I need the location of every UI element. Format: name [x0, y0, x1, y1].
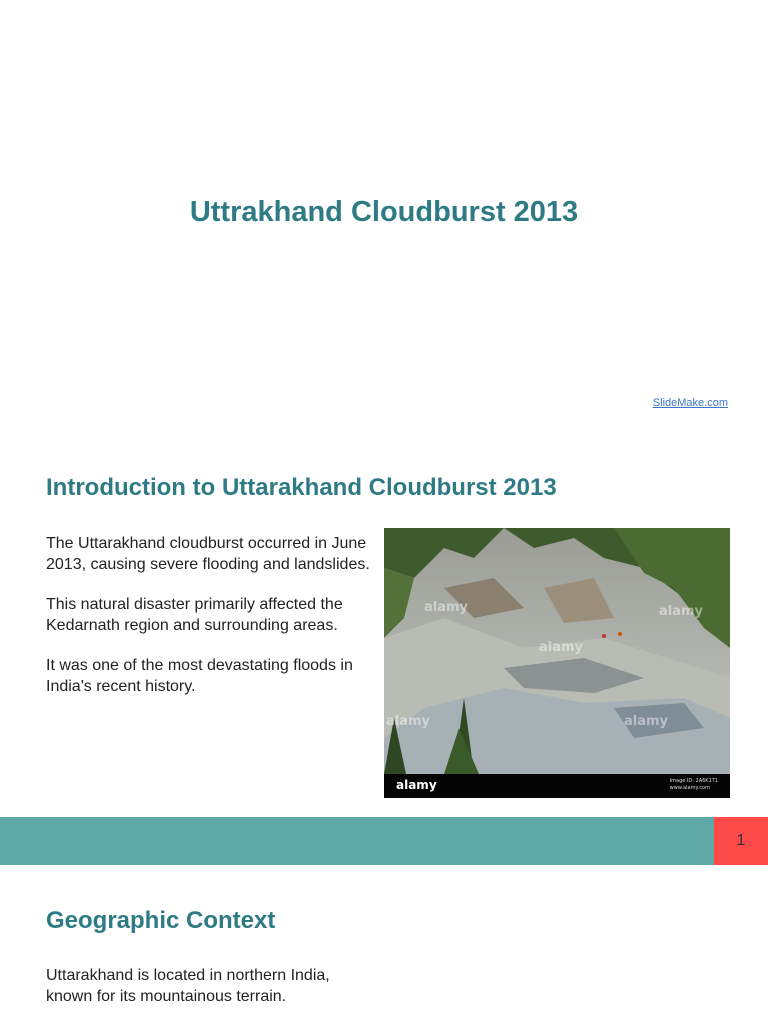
photo-meta [670, 778, 718, 792]
photo-credit-bar [384, 774, 730, 798]
watermark-text: alamy [659, 604, 704, 619]
landslide-photo [384, 528, 730, 798]
geo-paragraph: Uttarakhand is located in northern India, known for its mountainous terrain. [46, 967, 330, 1005]
page-title: Uttrakhand Cloudburst 2013 [189, 196, 579, 228]
geo-heading: Geographic Context [46, 907, 276, 934]
watermark-text: alamy [624, 714, 669, 729]
intro-paragraph: It was one of the most devastating floods in India's recent history. [46, 657, 353, 695]
intro-paragraph: This natural disaster primarily affected the Kedarnath region and surrounding areas. [46, 596, 343, 634]
photo-site: www.alamy.com [669, 785, 710, 791]
watermark-text: alamy [539, 640, 584, 655]
slidemake-link[interactable]: SlideMake.com [652, 397, 728, 409]
intro-paragraph: The Uttarakhand cloudburst occurred in June 2013, causing severe flooding and landslides. [46, 535, 370, 573]
landslide-photo-illustration [384, 528, 730, 798]
geo-text [46, 966, 378, 1024]
watermark-text: alamy [424, 600, 469, 615]
alamy-logo: alamy [396, 778, 437, 792]
intro-text [46, 534, 378, 717]
footer-bar [0, 817, 714, 865]
page-number: 1 [714, 817, 768, 865]
watermark-text: alamy [386, 714, 431, 729]
intro-heading: Introduction to Uttarakhand Cloudburst 2013 [46, 474, 557, 501]
photo-image-id: Image ID: 2A6K1T1 [669, 778, 718, 784]
